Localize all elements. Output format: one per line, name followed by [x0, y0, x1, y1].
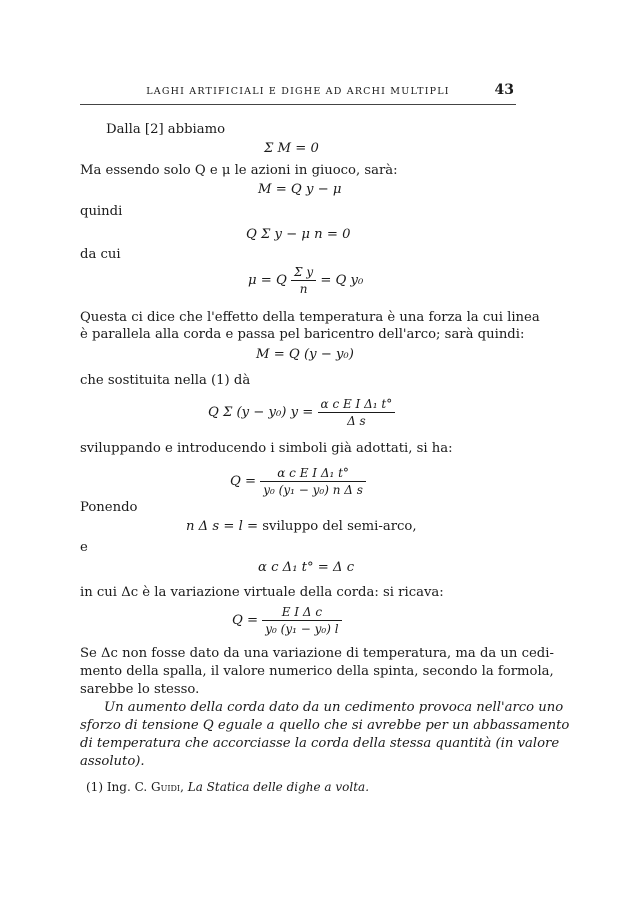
- paragraph-temperature-line-2: è parallela alla corda e passa pel baricentro dell'arco; sarà quindi:: [80, 327, 525, 342]
- equation-mu-rhs: = Q y₀: [320, 273, 364, 288]
- paragraph-settlement-line-3: sarebbe lo stesso.: [80, 682, 200, 697]
- paragraph-variation: in cui Δc è la variazione virtuale della corda: si ricava:: [80, 585, 444, 600]
- equation-q: [230, 466, 366, 497]
- equation-q-numerator: α c E I Δ₁ t°: [260, 466, 366, 482]
- equation-q-denominator: y₀ (y₁ − y₀) n Δ s: [263, 483, 363, 497]
- paragraph-temperature-line-1: Questa ci dice che l'effetto della temperatura è una forza la cui linea: [80, 310, 540, 325]
- equation-mu: [248, 265, 363, 296]
- paragraph-conclusion-line-4: assoluto).: [80, 754, 145, 769]
- paragraph-intro: Dalla [2] abbiamo: [106, 122, 226, 137]
- equation-q-final-fraction: [262, 605, 341, 636]
- paragraph-conclusion-line-3: di temperatura che accorciasse la corda della stessa quantità (in valore: [80, 736, 560, 751]
- equation-semi-arc-math: n Δ s = l =: [186, 519, 259, 534]
- header-rule: [80, 104, 516, 105]
- equation-q-final-numerator: E I Δ c: [262, 605, 341, 621]
- paragraph-substitution: che sostituita nella (1) dà: [80, 373, 251, 388]
- running-title: LAGHI ARTIFICIALI E DIGHE AD ARCHI MULTIPLI: [146, 86, 450, 97]
- paragraph-actions: Ma essendo solo Q e μ le azioni in giuoco, sarà:: [80, 163, 398, 178]
- equation-semi-arc: [186, 519, 417, 534]
- paragraph-ponendo: Ponendo: [80, 500, 138, 515]
- equation-q-lhs: Q =: [230, 474, 257, 489]
- paragraph-settlement-line-1: Se Δc non fosse dato da una variazione di temperatura, ma da un cedi-: [80, 646, 554, 661]
- paragraph-conclusion-line-2: sforzo di tensione Q eguale a quello che si avrebbe per un abbassamento: [80, 718, 570, 733]
- equation-substituted: [208, 397, 395, 428]
- equation-sum-moments: Σ M = 0: [264, 141, 319, 156]
- equation-substituted-denominator: Δ s: [347, 414, 366, 428]
- equation-equilibrium: Q Σ y − μ n = 0: [246, 227, 351, 242]
- footnote: [86, 780, 369, 794]
- equation-moment-shift: M = Q (y − y₀): [256, 347, 354, 362]
- equation-q-final-lhs: Q =: [232, 613, 259, 628]
- equation-semi-arc-text: sviluppo del semi-arco,: [262, 519, 417, 534]
- equation-substituted-numerator: α c E I Δ₁ t°: [318, 397, 396, 413]
- equation-chord: α c Δ₁ t° = Δ c: [258, 560, 355, 575]
- paragraph-quindi: quindi: [80, 204, 123, 219]
- page-number: 43: [494, 82, 514, 98]
- equation-q-fraction: [260, 466, 366, 497]
- equation-mu-numerator: Σ y: [291, 265, 316, 281]
- paragraph-conclusion-line-1: Un aumento della corda dato da un cedimento provoca nell'arco uno: [104, 700, 564, 715]
- equation-mu-denominator: n: [299, 282, 308, 296]
- paragraph-developing: sviluppando e introducendo i simboli già adottati, si ha:: [80, 441, 453, 456]
- paragraph-settlement-line-2: mento della spalla, il valore numerico della spinta, secondo la formola,: [80, 664, 554, 679]
- paragraph-da-cui: da cui: [80, 247, 121, 262]
- equation-q-final: [232, 605, 342, 636]
- equation-mu-lhs: μ = Q: [248, 273, 287, 288]
- footnote-title: La Statica delle dighe a volta.: [187, 780, 370, 794]
- equation-substituted-fraction: [318, 397, 396, 428]
- paragraph-e: e: [80, 540, 88, 555]
- equation-q-final-denominator: y₀ (y₁ − y₀) l: [265, 622, 339, 636]
- equation-substituted-lhs: Q Σ (y − y₀) y =: [208, 405, 314, 420]
- footnote-author: Guidi,: [151, 780, 184, 794]
- footnote-marker: (1) Ing. C.: [86, 780, 148, 794]
- equation-moment: M = Q y − μ: [258, 182, 342, 197]
- equation-mu-fraction: [291, 265, 316, 296]
